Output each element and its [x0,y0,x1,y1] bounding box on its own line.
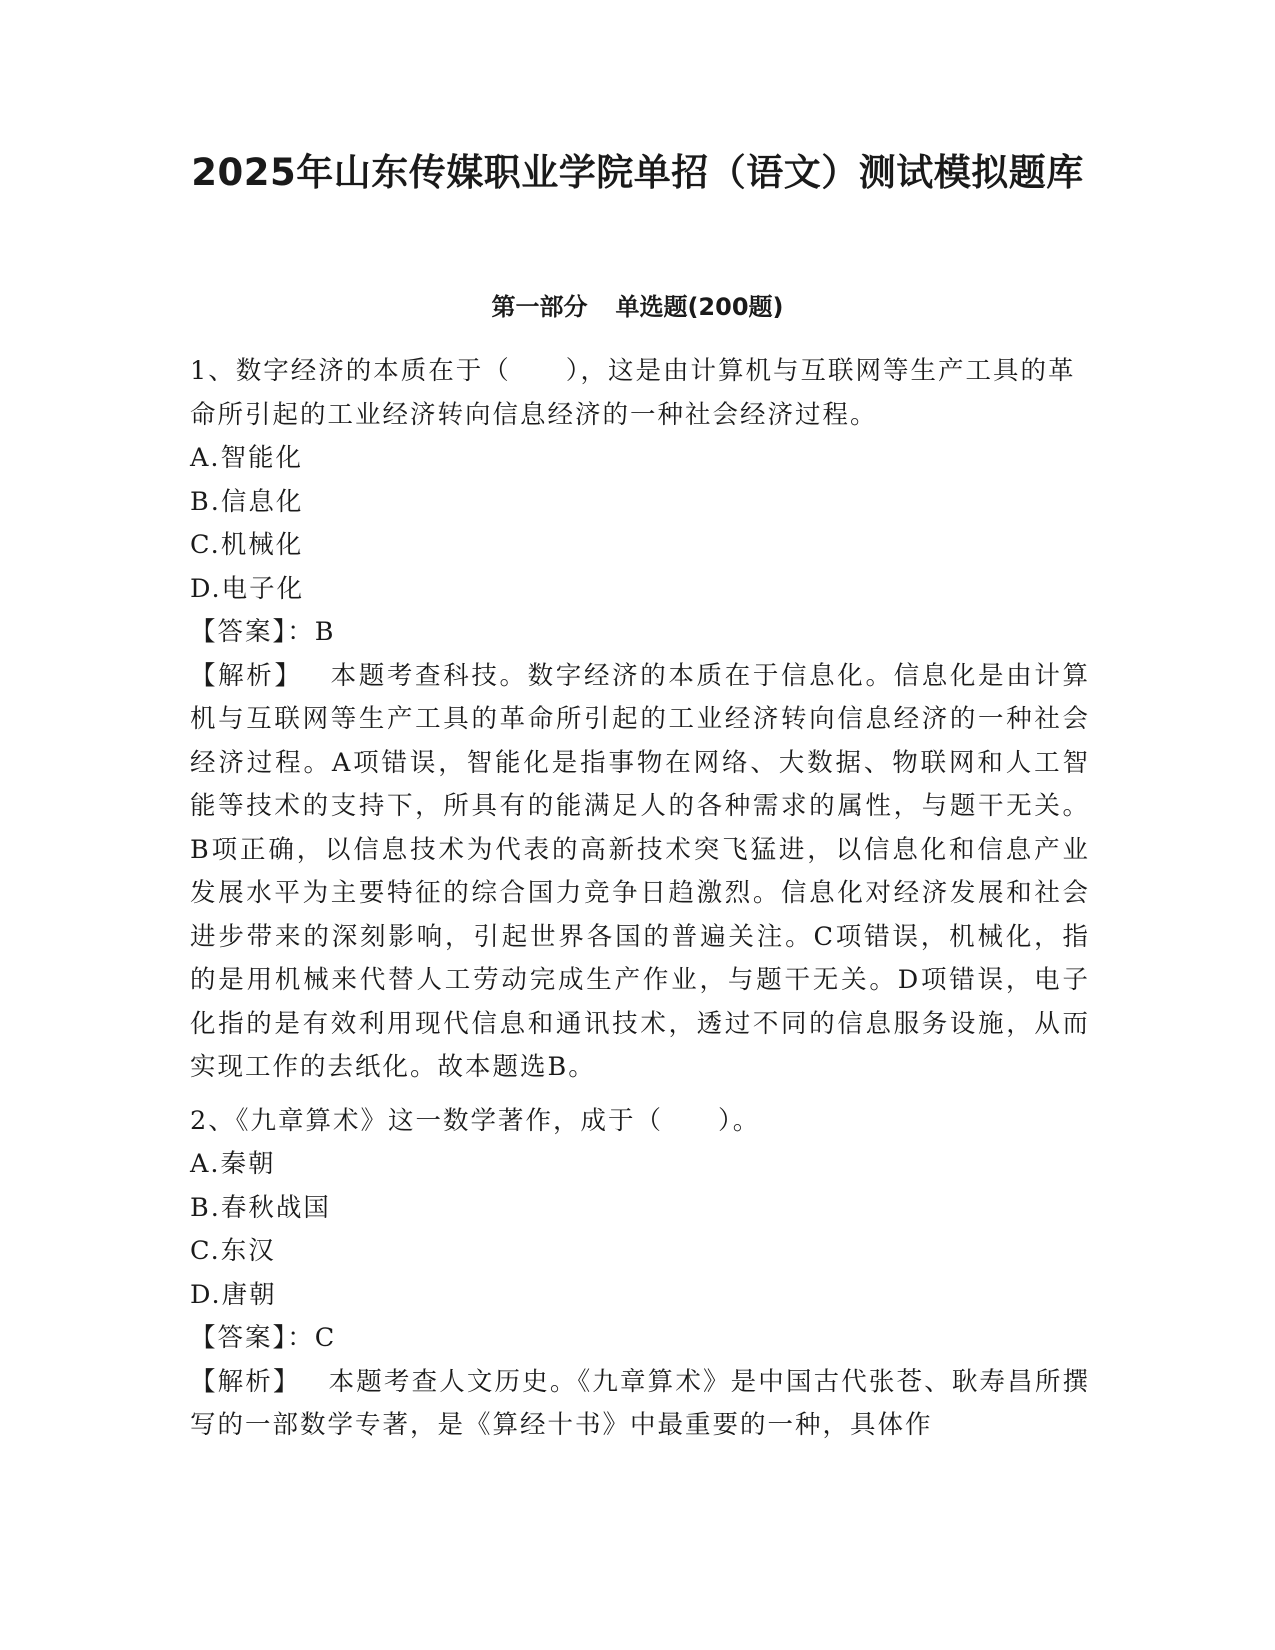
option-a: A.智能化 [190,443,304,473]
question-stem: 2、《九章算术》这一数学著作，成于（ ）。 [190,1105,761,1136]
explanation-text: 本题考查人文历史。《九章算术》是中国古代张苍、耿寿昌所撰写的一部数学专著，是《算经十书》中最重要的一种，具体作 [190,1366,1090,1440]
document-title: 2025年山东传媒职业学院单招（语文）测试模拟题库 [191,151,1084,194]
question-stem: 1、数字经济的本质在于（ ），这是由计算机与互联网等生产工具的革命所引起的工业经济转向信息经济的一种社会经济过程。 [190,356,1076,430]
option-b: B.信息化 [190,486,304,517]
answer-line [190,1317,1090,1361]
option-d: D.电子化 [190,573,305,604]
explanation-text: 本题考查科技。数字经济的本质在于信息化。信息化是由计算机与互联网等生产工具的革命所引起的工业经济转向信息经济的一种社会经济过程。A项错误，智能化是指事物在网络、大数据、物联网和人工智能等技术的支持下，所具有的能满足人的各种需求的属性，与题干无关。B项正确，以信息技术为代表的高新技术突飞猛进，以信息化和信息产业发展水平为主要特征的综合国力竞争日趋激烈。信息化对经济发展和社会进步带来的深刻影响，引起世界各国的普遍关注。C项错误，机械化，指的是用机械来代替人工劳动完成生产作业，与题干无关。D项错误，电子化指的是有效利用现代信息和通讯技术，透过不同的信息服务设施，从而实现工作的去纸化。故本题选B。 [190,660,1090,1082]
question-list [190,350,1090,1458]
option-b: B.春秋战国 [190,1192,331,1223]
option-a: A.秦朝 [190,1149,276,1179]
answer-line [190,611,1090,655]
explanation-label: 【解析】 [190,1366,301,1397]
section-part: 第一部分 [491,293,588,321]
explanation [190,655,1090,1090]
answer-value: C [314,1323,337,1353]
explanation-label: 【解析】 [190,660,303,691]
option-c: C.机械化 [190,530,304,560]
option-c: C.东汉 [190,1236,276,1266]
question-item [190,1100,1090,1448]
explanation [190,1361,1090,1448]
question-item [190,350,1090,1090]
answer-label: 【答案】： [190,617,315,647]
section-heading [0,290,1275,324]
section-name: 单选题(200题) [615,293,784,321]
option-d: D.唐朝 [190,1279,277,1310]
answer-value: B [314,617,336,647]
answer-label: 【答案】： [190,1323,315,1353]
